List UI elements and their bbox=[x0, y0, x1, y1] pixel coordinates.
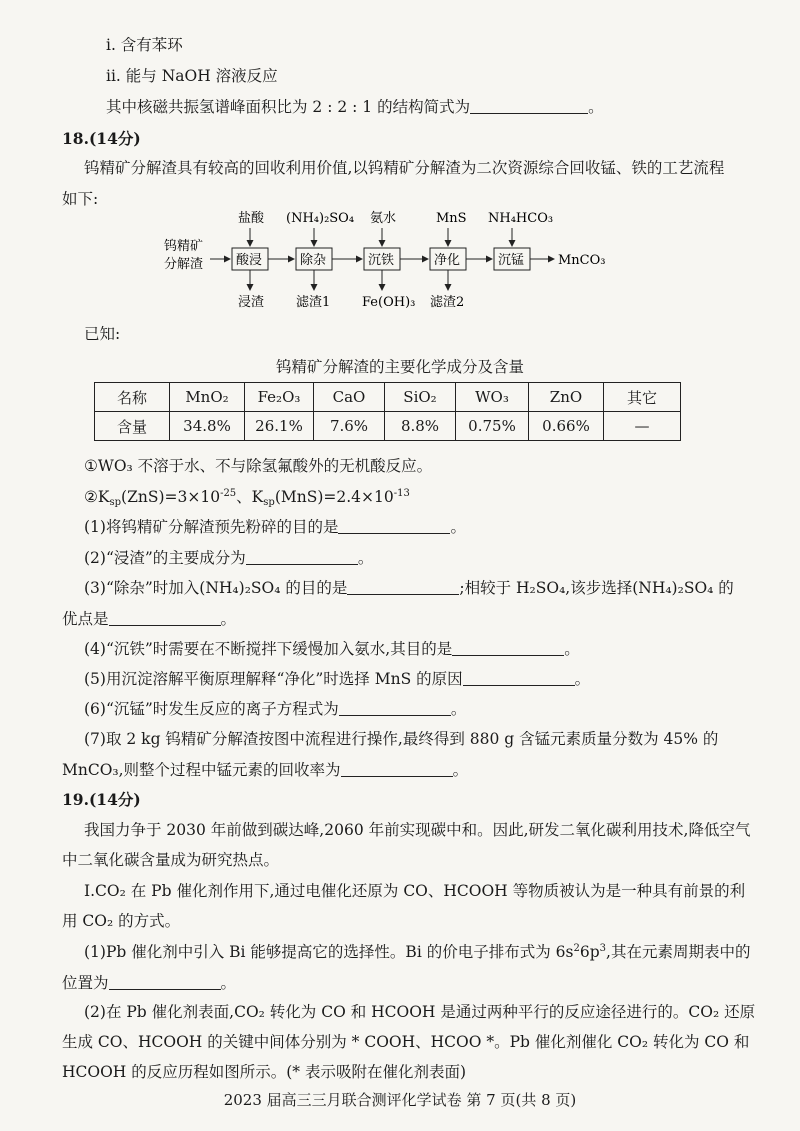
step-remove-impurity: 除杂 bbox=[300, 253, 327, 268]
answer-blank[interactable] bbox=[347, 580, 459, 595]
q18-header bbox=[62, 131, 141, 147]
step-precipitate-iron: 沉铁 bbox=[368, 253, 395, 268]
note-1: ①WO₃ 不溶于水、不与除氢氟酸外的无机酸反应。 bbox=[84, 457, 433, 475]
table-caption: 钨精矿分解渣的主要化学成分及含量 bbox=[275, 358, 524, 376]
table-row bbox=[95, 412, 681, 441]
table-cell: 名称 bbox=[95, 383, 170, 412]
sub-question-4: (4)“沉铁”时需要在不断搅拌下缓慢加入氨水,其目的是 。 bbox=[84, 640, 580, 658]
known-label: 已知: bbox=[84, 325, 121, 343]
q18-intro-line1: 钨精矿分解渣具有较高的回收利用价值,以钨精矿分解渣为二次资源综合回收锰、铁的工艺流程 bbox=[84, 159, 725, 177]
output-filter-residue-1: 滤渣1 bbox=[296, 295, 331, 310]
table-cell: 其它 bbox=[604, 383, 681, 412]
sub-question-1: (1)将钨精矿分解渣预先粉碎的目的是 。 bbox=[84, 518, 466, 536]
q18-points: (14分) bbox=[88, 129, 141, 148]
output-feoh3: Fe(OH)₃ bbox=[362, 295, 416, 310]
answer-blank[interactable] bbox=[109, 611, 221, 626]
answer-blank[interactable] bbox=[452, 641, 564, 656]
answer-blank[interactable] bbox=[339, 701, 451, 716]
q19-para2-line2: 用 CO₂ 的方式。 bbox=[62, 912, 181, 930]
table-cell: 8.8% bbox=[385, 412, 456, 441]
q19-points: (14分) bbox=[88, 790, 141, 809]
q18-intro-line2: 如下: bbox=[62, 190, 99, 208]
flow-input-line2: 分解渣 bbox=[164, 257, 204, 272]
table-cell: ZnO bbox=[529, 383, 604, 412]
table-header-row bbox=[95, 383, 681, 412]
answer-blank[interactable] bbox=[338, 519, 450, 534]
q19-para2-line1: Ⅰ.CO₂ 在 Pb 催化剂作用下,通过电催化还原为 CO、HCOOH 等物质被认为是一种具有前景的利 bbox=[84, 882, 746, 900]
condition-ii: ii. 能与 NaOH 溶液反应 bbox=[106, 67, 278, 85]
table-cell: 26.1% bbox=[245, 412, 314, 441]
q19-number: 19. bbox=[62, 790, 89, 809]
sub-question-6: (6)“沉锰”时发生反应的离子方程式为 。 bbox=[84, 700, 467, 718]
table-cell: 0.66% bbox=[529, 412, 604, 441]
reagent-mns: MnS bbox=[436, 211, 467, 226]
sub-question-3-cont: 优点是 。 bbox=[62, 610, 237, 628]
table-cell: WO₃ bbox=[456, 383, 529, 412]
q19-sub-question-2-line2: 生成 CO、HCOOH 的关键中间体分别为 * COOH、HCOO *。Pb 催化剂催化 CO₂ 转化为 CO 和 bbox=[62, 1033, 750, 1051]
table-cell: 0.75% bbox=[456, 412, 529, 441]
answer-blank[interactable] bbox=[470, 99, 588, 114]
process-flow-diagram bbox=[160, 206, 620, 318]
sub-question-7: (7)取 2 kg 钨精矿分解渣按图中流程进行操作,最终得到 880 g 含锰元素质量分数为 45% 的 bbox=[84, 730, 719, 748]
sub-question-2: (2)“浸渣”的主要成分为 。 bbox=[84, 549, 374, 567]
q19-sub-question-2-line1: (2)在 Pb 催化剂表面,CO₂ 转化为 CO 和 HCOOH 是通过两种平行的反应途径进行的。CO₂ 还原 bbox=[84, 1003, 756, 1021]
composition-table bbox=[94, 382, 681, 441]
reagent-hcl: 盐酸 bbox=[238, 211, 265, 226]
sub-question-3: (3)“除杂”时加入(NH₄)₂SO₄ 的目的是 ;相较于 H₂SO₄,该步选择(NH₄)₂SO₄ 的 bbox=[84, 579, 734, 597]
table-cell: 含量 bbox=[95, 412, 170, 441]
sub-question-7-cont: MnCO₃,则整个过程中锰元素的回收率为 。 bbox=[62, 761, 469, 779]
table-cell: 34.8% bbox=[170, 412, 245, 441]
reagent-nh4so4: (NH₄)₂SO₄ bbox=[286, 211, 355, 226]
table-cell: MnO₂ bbox=[170, 383, 245, 412]
answer-blank[interactable] bbox=[463, 671, 575, 686]
nmr-text: 其中核磁共振氢谱峰面积比为 2 : 2 : 1 的结构简式为 bbox=[106, 98, 471, 116]
output-filter-residue-2: 滤渣2 bbox=[430, 295, 465, 310]
q19-para1-line2: 中二氧化碳含量成为研究热点。 bbox=[62, 851, 280, 869]
flow-input-line1: 钨精矿 bbox=[164, 239, 204, 254]
table-cell: CaO bbox=[314, 383, 385, 412]
product-mnco3: MnCO₃ bbox=[558, 253, 606, 268]
page-footer: 2023 届高三三月联合测评化学试卷 第 7 页(共 8 页) bbox=[223, 1091, 577, 1109]
table-cell: SiO₂ bbox=[385, 383, 456, 412]
note-2: $②K_{sp}(ZnS)=3\times 10^{-25}$、$K_{sp}(MnS)=2.4\times 10^{-13}$ bbox=[84, 488, 410, 508]
output-leach-residue: 浸渣 bbox=[238, 295, 265, 310]
reagent-ammonia: 氨水 bbox=[370, 211, 397, 226]
answer-blank[interactable] bbox=[246, 550, 358, 565]
answer-blank[interactable] bbox=[341, 762, 453, 777]
nmr-question bbox=[106, 99, 604, 116]
q19-sub-question-1: (1)Pb 催化剂中引入 Bi 能够提高它的选择性。Bi 的价电子排布式为 $6s^26p^3$,其在元素周期表中的 bbox=[84, 943, 751, 961]
q19-para1-line1: 我国力争于 2030 年前做到碳达峰,2060 年前实现碳中和。因此,研发二氧化碳利用技术,降低空气 bbox=[84, 821, 751, 839]
condition-i: i. 含有苯环 bbox=[106, 36, 183, 54]
q19-sub-question-1-cont: 位置为 。 bbox=[62, 974, 237, 992]
period: 。 bbox=[588, 98, 604, 116]
q19-sub-question-2-line3: HCOOH 的反应历程如图所示。(* 表示吸附在催化剂表面) bbox=[62, 1063, 467, 1081]
reagent-nh4hco3: NH₄HCO₃ bbox=[488, 211, 554, 226]
sub-question-5: (5)用沉淀溶解平衡原理解释“净化”时选择 MnS 的原因 。 bbox=[84, 670, 591, 688]
step-purify: 净化 bbox=[434, 253, 461, 268]
q19-header bbox=[62, 792, 141, 808]
answer-blank[interactable] bbox=[109, 975, 221, 990]
table-cell: — bbox=[604, 412, 681, 441]
step-acid-leach: 酸浸 bbox=[236, 253, 263, 268]
q18-number: 18. bbox=[62, 129, 89, 148]
step-precipitate-mn: 沉锰 bbox=[498, 253, 525, 268]
table-cell: Fe₂O₃ bbox=[245, 383, 314, 412]
table-cell: 7.6% bbox=[314, 412, 385, 441]
